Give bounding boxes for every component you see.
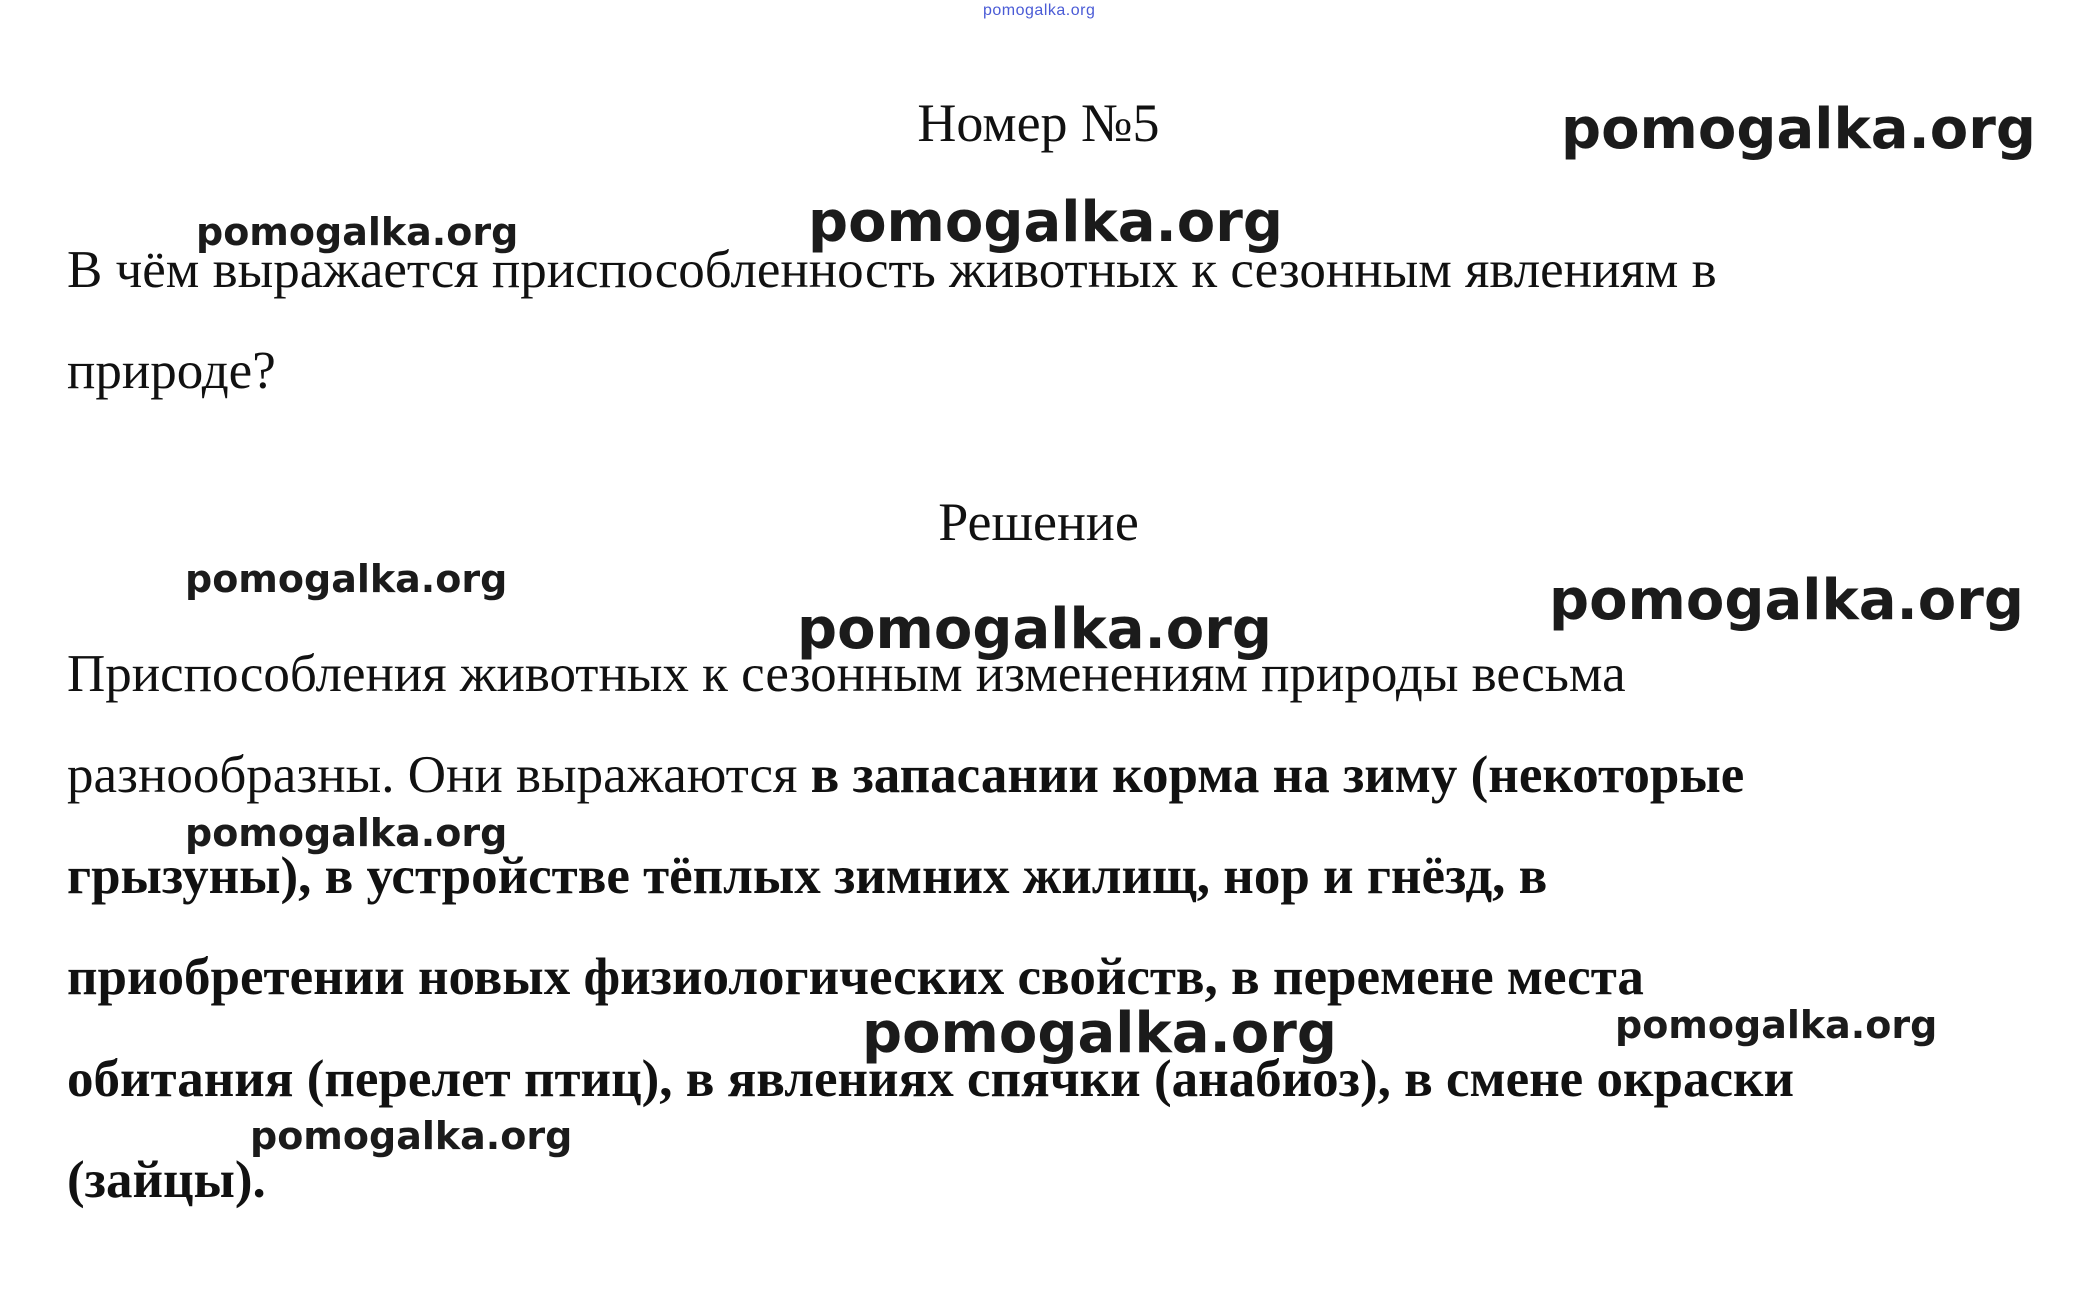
answer-line-5: обитания (перелет птиц), в явлениях спячки (анабиоз), в смене окраски	[67, 1050, 1795, 1108]
watermark: pomogalka.org	[1549, 568, 2024, 633]
answer-line-2	[67, 745, 1744, 805]
answer-line-1: Приспособления животных к сезонным изменениям природы весьма	[67, 645, 1626, 703]
solution-heading: Решение	[938, 492, 1139, 552]
question-line-1: В чём выражается приспособленность животных к сезонным явлениям в	[67, 241, 1717, 299]
watermark: pomogalka.org	[862, 1001, 1337, 1066]
question-line-2: природе?	[67, 342, 276, 400]
answer-line-2-bold: в запасании корма на зиму (некоторые	[810, 746, 1745, 804]
watermark: pomogalka.org	[196, 210, 519, 254]
answer-line-4: приобретении новых физиологических свойств, в перемене места	[67, 948, 1644, 1006]
page-title: Номер №5	[917, 93, 1160, 153]
watermark: pomogalka.org	[797, 597, 1272, 662]
watermark: pomogalka.org	[808, 190, 1283, 255]
answer-line-3: грызуны), в устройстве тёплых зимних жилищ, нор и гнёзд, в	[67, 847, 1548, 905]
answer-line-2-regular: разнообразны. Они выражаются	[67, 746, 811, 804]
watermark: pomogalka.org	[1561, 97, 2036, 162]
site-link[interactable]: pomogalka.org	[983, 2, 1096, 19]
watermark: pomogalka.org	[185, 557, 508, 601]
answer-line-6: (зайцы).	[67, 1151, 266, 1209]
watermark: pomogalka.org	[185, 811, 508, 855]
watermark: pomogalka.org	[250, 1114, 573, 1158]
watermark: pomogalka.org	[1615, 1003, 1938, 1047]
